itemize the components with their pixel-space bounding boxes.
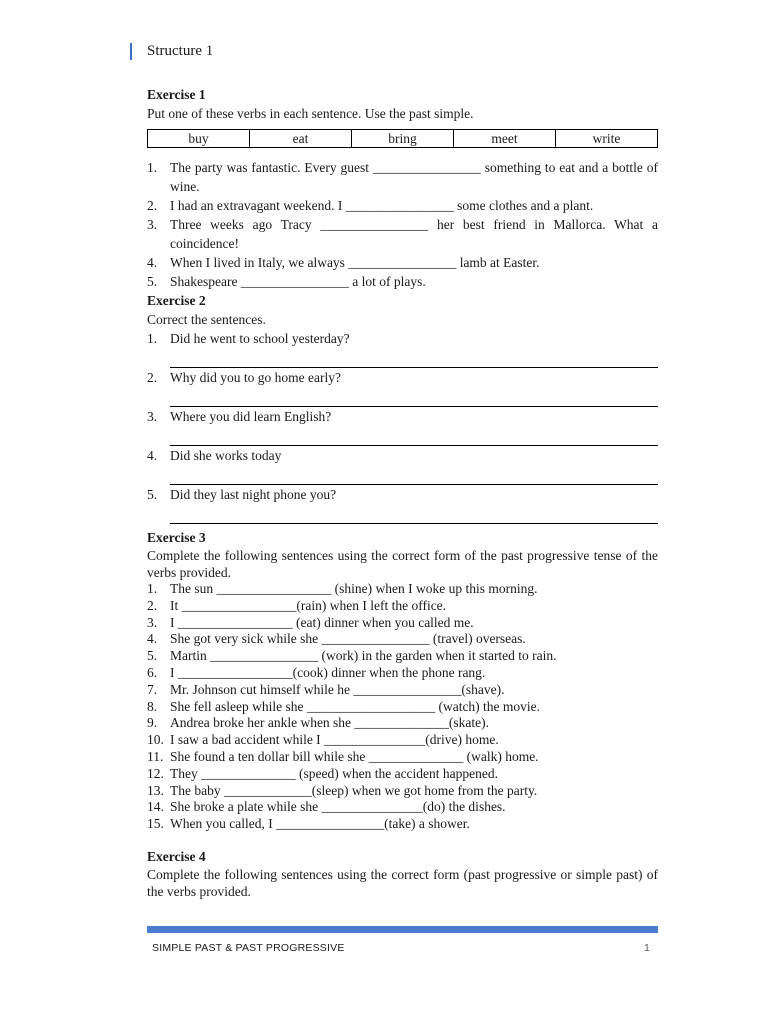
- list-item: 4. When I lived in Italy, we always ________________ lamb at Easter.: [147, 255, 540, 270]
- list-item: 15. When you called, I ________________(take) a shower.: [147, 816, 470, 832]
- exercise-1-list: [147, 158, 658, 291]
- list-item: 2. It _________________(rain) when I left the office.: [147, 597, 447, 613]
- list-item: 13. The baby _____________(sleep) when we got home from the party.: [147, 782, 538, 798]
- list-item: 5. Shakespeare ________________ a lot of plays.: [147, 274, 426, 289]
- list-item: 3. Where you did learn English?: [147, 409, 332, 424]
- exercise-2-list: [147, 446, 658, 465]
- list-item: 12. They ______________ (speed) when the accident happened.: [147, 765, 499, 781]
- verb-cell: eat: [250, 130, 352, 148]
- list-item: 3. Three weeks ago Tracy ________________ her best friend in Mallorca. What a coincidence!: [147, 217, 658, 251]
- list-item: 5. Did they last night phone you?: [147, 487, 337, 502]
- exercise-2-title: Exercise 2: [147, 293, 206, 308]
- exercise-2-list: [147, 485, 658, 504]
- list-item: 1. Did he went to school yesterday?: [147, 331, 350, 346]
- verb-cell: buy: [148, 130, 250, 148]
- list-item: 11. She found a ten dollar bill while she ______________ (walk) home.: [147, 748, 539, 764]
- answer-line[interactable]: [170, 504, 658, 524]
- list-item: 4. She got very sick while she ________________ (travel) overseas.: [147, 631, 526, 647]
- list-item: 4. Did she works today: [147, 448, 282, 463]
- exercise-2-list: [147, 407, 658, 426]
- exercise-3-instruction: Complete the following sentences using the correct form of the past progressive tense of the verbs provided.: [147, 548, 658, 580]
- exercise-2-list: [147, 368, 658, 387]
- verb-cell: meet: [454, 130, 556, 148]
- list-item: 14. She broke a plate while she _______________(do) the dishes.: [147, 799, 506, 815]
- list-item: 8. She fell asleep while she ___________________ (watch) the movie.: [147, 698, 541, 714]
- exercise-3-title: Exercise 3: [147, 530, 206, 545]
- exercise-4-title: Exercise 4: [147, 848, 206, 864]
- list-item: 1. The party was fantastic. Every guest ________________ something to eat and a bottle of wine.: [147, 160, 658, 194]
- answer-line[interactable]: [170, 426, 658, 446]
- exercise-2-instruction: Correct the sentences.: [147, 312, 266, 327]
- list-item: 2. Why did you to go home early?: [147, 370, 341, 385]
- list-item: 9. Andrea broke her ankle when she ______________(skate).: [147, 715, 490, 731]
- answer-line[interactable]: [170, 465, 658, 485]
- exercise-1-title: Exercise 1: [147, 87, 206, 102]
- verb-cell: write: [556, 130, 658, 148]
- footer-title: SIMPLE PAST & PAST PROGRESSIVE: [152, 942, 345, 954]
- header-accent-bar: [130, 43, 132, 60]
- document-body: [147, 85, 658, 900]
- exercise-3-list: [147, 581, 658, 833]
- list-item: 1. The sun _________________ (shine) when I woke up this morning.: [147, 581, 538, 596]
- verb-cell: bring: [352, 130, 454, 148]
- list-item: 3. I _________________ (eat) dinner when you called me.: [147, 614, 474, 630]
- footer-rule: [147, 926, 658, 933]
- exercise-1-instruction: Put one of these verbs in each sentence. Use the past simple.: [147, 106, 474, 121]
- exercise-2-list: [147, 329, 658, 348]
- answer-line[interactable]: [170, 348, 658, 368]
- list-item: 5. Martin ________________ (work) in the garden when it started to rain.: [147, 648, 557, 664]
- verb-table: [147, 129, 658, 148]
- list-item: 6. I _________________(cook) dinner when the phone rang.: [147, 664, 486, 680]
- list-item: 10. I saw a bad accident while I _______________(drive) home.: [147, 732, 499, 748]
- page-number: 1: [644, 942, 650, 954]
- answer-line[interactable]: [170, 387, 658, 407]
- page-header: Structure 1: [147, 43, 214, 59]
- list-item: 7. Mr. Johnson cut himself while he ________________(shave).: [147, 681, 505, 697]
- list-item: 2. I had an extravagant weekend. I ________________ some clothes and a plant.: [147, 198, 594, 213]
- exercise-4-instruction: Complete the following sentences using the correct form (past progressive or simple past) of the verbs provided.: [147, 866, 658, 899]
